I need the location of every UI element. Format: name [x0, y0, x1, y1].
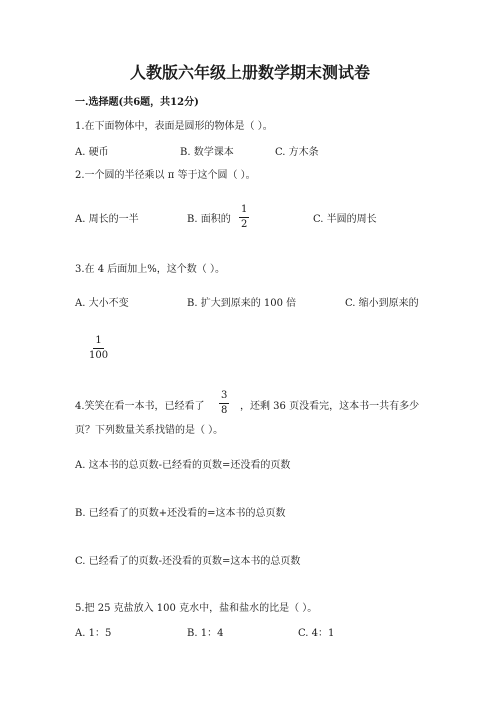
question-4-stem-line2: 页？下列数量关系找错的是（ ）。 — [75, 425, 224, 436]
question-3-option-a: A. 大小不变 — [75, 298, 129, 309]
section-heading: 一.选择题(共6题，共12分) — [75, 97, 199, 108]
question-3-fraction — [89, 336, 108, 361]
question-4-stem-part1: 4.笑笑在看一本书，已经看了 — [75, 401, 205, 412]
question-3-option-c: C. 缩小到原来的 — [345, 298, 419, 309]
question-2-fraction-numerator: 1 — [239, 205, 249, 218]
question-2-option-b: B. 面积的 — [187, 214, 231, 225]
question-3-fraction-denominator: 100 — [89, 350, 109, 361]
question-3-option-b: B. 扩大到原来的 100 倍 — [187, 298, 297, 309]
question-4-fraction-denominator: 8 — [221, 405, 228, 416]
question-2-fraction — [239, 205, 249, 230]
question-3-stem: 3.在 4 后面加上%，这个数（ ）。 — [75, 264, 225, 275]
question-4-option-a: A. 这本书的总页数-已经看的页数=还没看的页数 — [75, 460, 291, 471]
question-2-stem: 2.一个圆的半径乘以 π 等于这个圆（ ）。 — [75, 170, 256, 181]
question-1-option-a: A. 硬币 — [75, 147, 109, 158]
question-3-fraction-numerator: 1 — [93, 336, 103, 349]
question-1-stem: 1.在下面物体中，表面是圆形的物体是（ ）。 — [75, 121, 273, 132]
question-4-fraction-numerator: 3 — [219, 391, 229, 404]
question-5-option-a: A. 1：5 — [75, 628, 112, 639]
question-1-option-b: B. 数学课本 — [180, 147, 234, 158]
question-4-stem-part2: ，还剩 36 页没看完，这本书一共有多少 — [240, 401, 420, 412]
page-title: 人教版六年级上册数学期末测试卷 — [129, 63, 370, 82]
question-5-option-b: B. 1：4 — [187, 628, 224, 639]
question-2-fraction-denominator: 2 — [241, 219, 248, 230]
question-5-stem: 5.把 25 克盐放入 100 克水中，盐和盐水的比是（ ）。 — [75, 603, 318, 614]
question-2-option-c: C. 半圆的周长 — [313, 214, 377, 225]
question-1-option-c: C. 方木条 — [275, 147, 319, 158]
question-4-fraction — [219, 391, 229, 416]
question-2-option-a: A. 周长的一半 — [75, 214, 139, 225]
question-5-option-c: C. 4：1 — [298, 628, 335, 639]
question-4-option-b: B. 已经看了的页数+还没看的=这本书的总页数 — [75, 508, 286, 519]
question-4-option-c: C. 已经看了的页数-还没看的页数=这本书的总页数 — [75, 556, 301, 567]
